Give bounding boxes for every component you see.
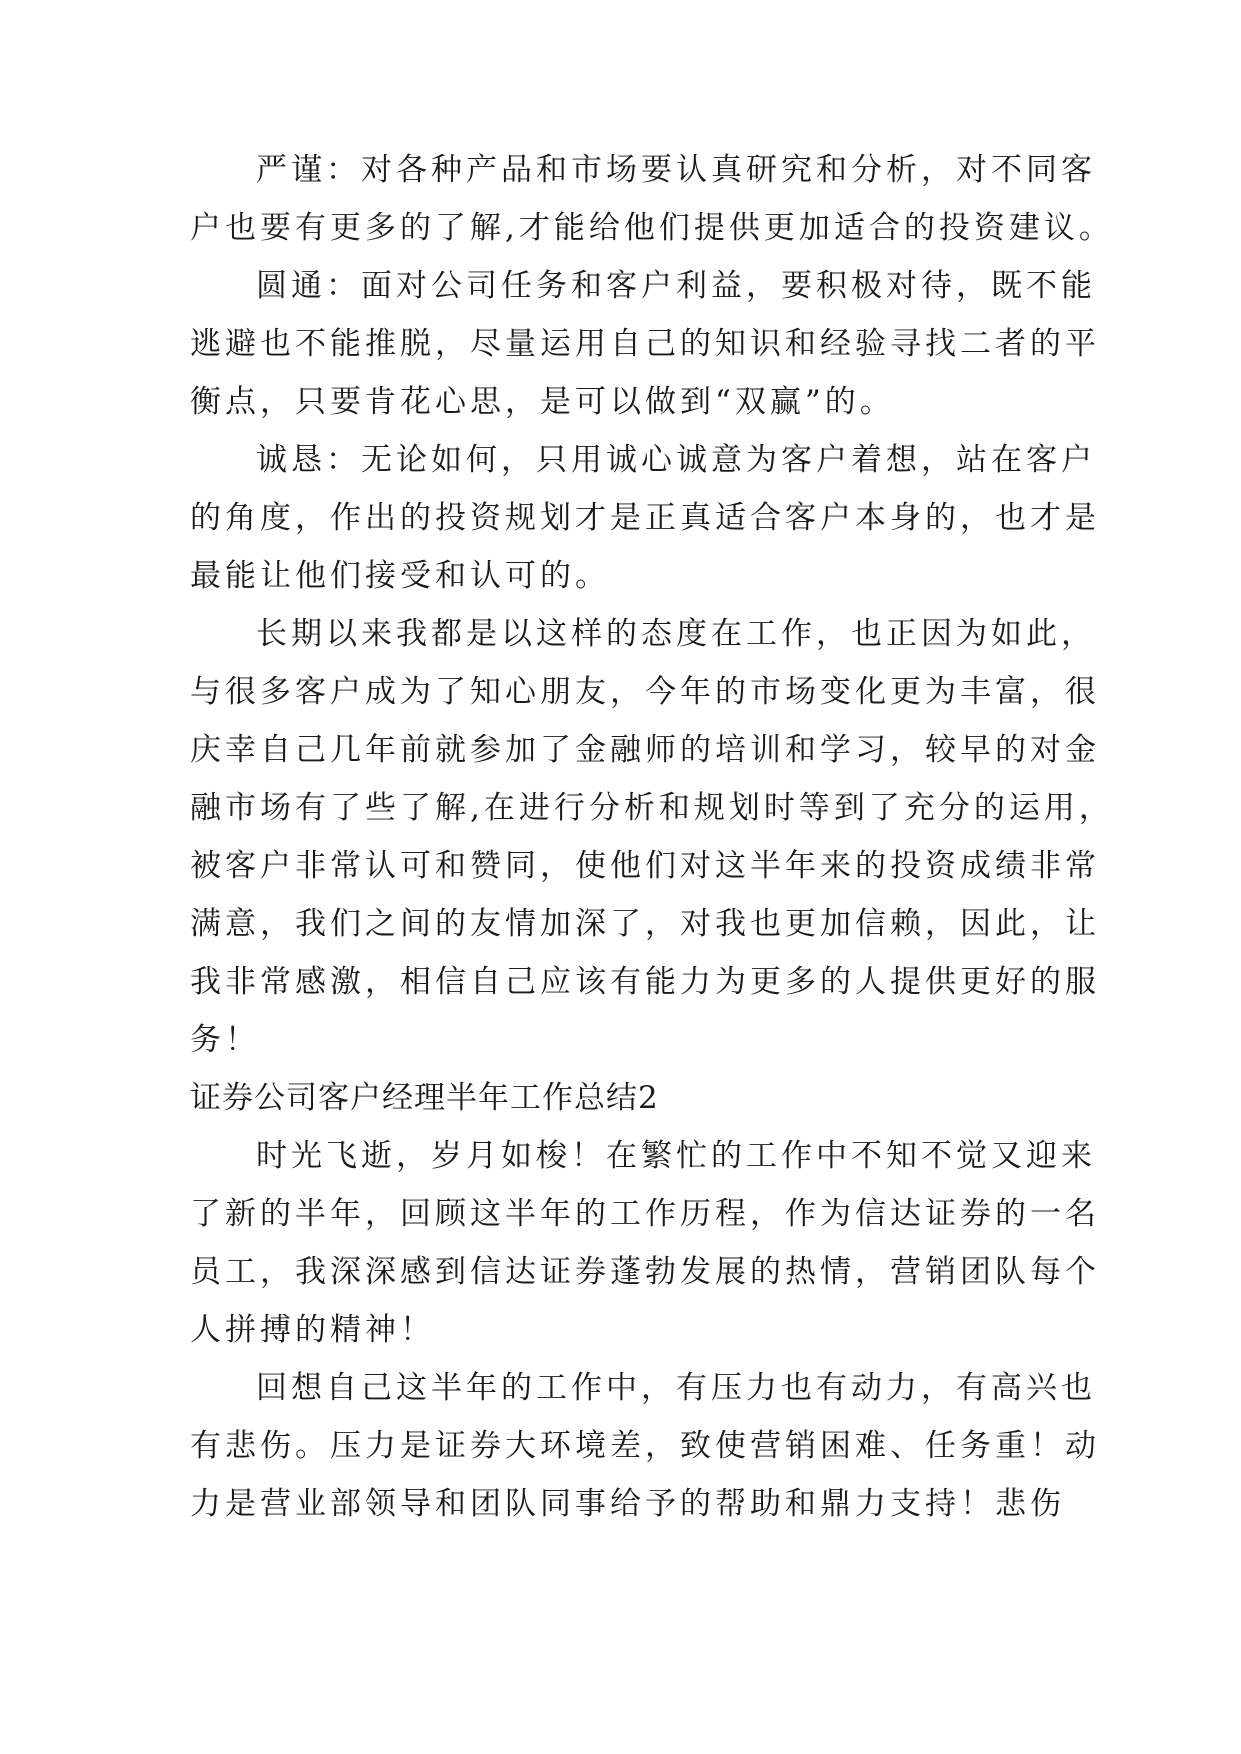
- paragraph-line: 户也要有更多的了解,才能给他们提供更加适合的投资建议。: [190, 210, 1114, 246]
- paragraph-line: 有悲伤。压力是证券大环境差，致使营销困难、任务重！动: [190, 1428, 1100, 1464]
- paragraph-line: 人拼搏的精神！: [190, 1312, 435, 1348]
- paragraph-line: 诚恳：无论如何，只用诚心诚意为客户着想，站在客户: [256, 442, 1096, 478]
- paragraph-line: 员工，我深深感到信达证券蓬勃发展的热情，营销团队每个: [190, 1254, 1100, 1290]
- paragraph-line: 长期以来我都是以这样的态度在工作，也正因为如此，: [256, 616, 1096, 652]
- paragraph-line: 回想自己这半年的工作中，有压力也有动力，有高兴也: [256, 1370, 1096, 1406]
- paragraph-line: 我非常感激，相信自己应该有能力为更多的人提供更好的服: [190, 964, 1100, 1000]
- paragraph-line: 与很多客户成为了知心朋友，今年的市场变化更为丰富，很: [190, 674, 1100, 710]
- paragraph-line: 庆幸自己几年前就参加了金融师的培训和学习，较早的对金: [190, 732, 1100, 768]
- paragraph-line: 被客户非常认可和赞同，使他们对这半年来的投资成绩非常: [190, 848, 1100, 884]
- paragraph-line: 衡点，只要肯花心思，是可以做到“双赢”的。: [190, 384, 895, 420]
- paragraph-line: 圆通：面对公司任务和客户利益，要积极对待，既不能: [256, 268, 1096, 304]
- paragraph-line: 力是营业部领导和团队同事给予的帮助和鼎力支持！悲伤: [190, 1486, 1065, 1522]
- paragraph-line: 最能让他们接受和认可的。: [190, 558, 610, 594]
- paragraph-line: 务！: [190, 1022, 260, 1058]
- paragraph-line: 逃避也不能推脱，尽量运用自己的知识和经验寻找二者的平: [190, 326, 1100, 362]
- paragraph-line: 满意，我们之间的友情加深了，对我也更加信赖，因此，让: [190, 906, 1100, 942]
- paragraph-line: 融市场有了些了解,在进行分析和规划时等到了充分的运用，: [190, 790, 1114, 826]
- section-heading: 证券公司客户经理半年工作总结2: [190, 1080, 659, 1116]
- paragraph-line: 严谨：对各种产品和市场要认真研究和分析，对不同客: [256, 152, 1096, 188]
- paragraph-line: 时光飞逝，岁月如梭！在繁忙的工作中不知不觉又迎来: [256, 1138, 1096, 1174]
- paragraph-line: 了新的半年，回顾这半年的工作历程，作为信达证券的一名: [190, 1196, 1100, 1232]
- paragraph-line: 的角度，作出的投资规划才是正真适合客户本身的，也才是: [190, 500, 1100, 536]
